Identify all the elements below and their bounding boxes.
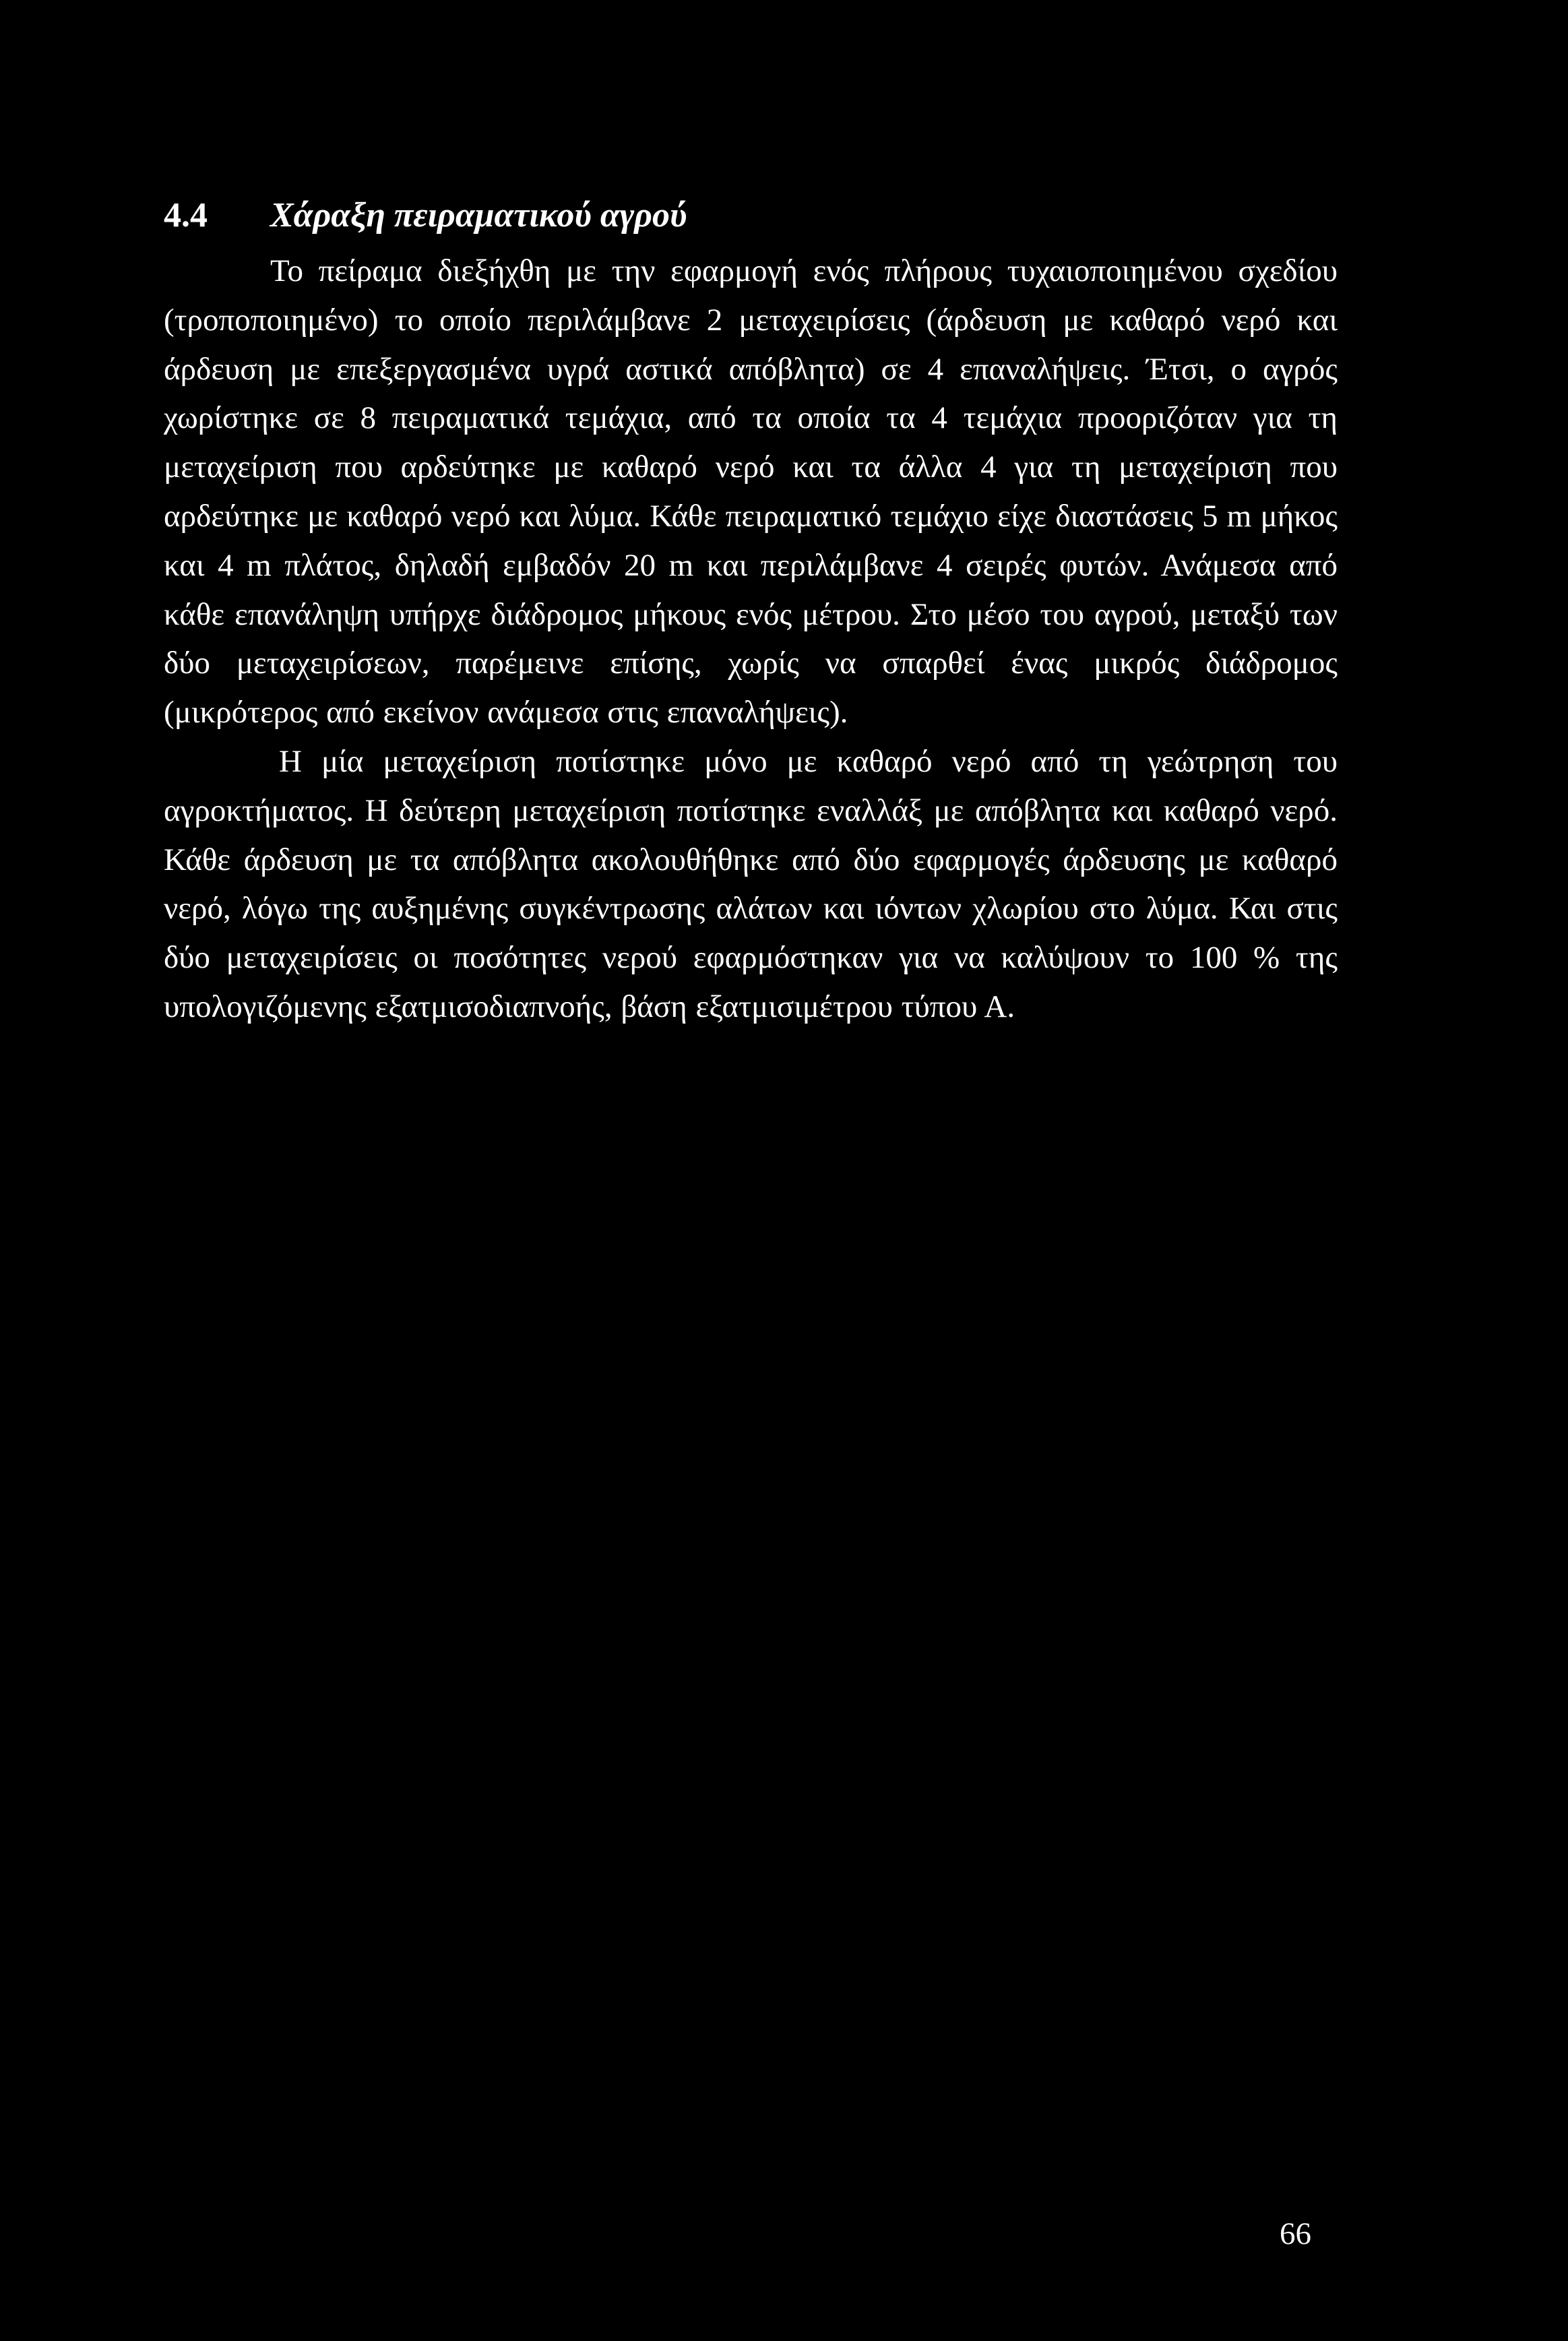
paragraph-irrigation-treatments: Η μία μεταχείριση ποτίστηκε μόνο με καθαρό νερό από τη γεώτρηση του αγροκτήματος. Η δεύτερη μεταχείριση ποτίστηκε εναλλάξ με απόβλητα και καθαρό νερό. Κάθε άρδευση με τα απόβλητα ακολουθήθηκε από δύο εφαρμογές άρδευσης με καθαρό νερό, λόγω της αυξημένης συγκέντρωσης αλάτων και ιόντων χλωρίου στο λύμα. Και στις δύο μεταχειρίσεις οι ποσότητες νερού εφαρμόστηκαν για να καλύψουν το 100 % της υπολογιζόμενης εξατμισοδιαπνοής, βάση εξατμισιμέτρου τύπου Α. <box>164 743 1338 1024</box>
page-content <box>164 194 1338 1032</box>
section-heading <box>164 194 1338 237</box>
section-title: Χάραξη πειραματικού αγρού <box>270 196 687 235</box>
section-number: 4.4 <box>164 196 208 235</box>
paragraph-experimental-design: Το πείραμα διεξήχθη με την εφαρμογή ενός πλήρους τυχαιοποιημένου σχεδίου (τροποποιημένο) το οποίο περιλάμβανε 2 μεταχειρίσεις (άρδευση με καθαρό νερό και άρδευση με επεξεργασμένα υγρά αστικά απόβλητα) σε 4 επαναλήψεις. Έτσι, ο αγρός χωρίστηκε σε 8 πειραματικά τεμάχια, από τα οποία τα 4 τεμάχια προοριζόταν για τη μεταχείριση που αρδεύτηκε με καθαρό νερό και τα άλλα 4 για τη μεταχείριση που αρδεύτηκε με καθαρό νερό και λύμα. Κάθε πειραματικό τεμάχιο είχε διαστάσεις 5 m μήκος και 4 m πλάτος, δηλαδή εμβαδόν 20 m και περιλάμβανε 4 σειρές φυτών. Ανάμεσα από κάθε επανάληψη υπήρχε διάδρομος μήκους ενός μέτρου. Στο μέσο του αγρού, μεταξύ των δύο μεταχειρίσεων, παρέμεινε επίσης, χωρίς να σπαρθεί ένας μικρός διάδρομος (μικρότερος από εκείνον ανάμεσα στις επαναλήψεις). <box>164 253 1338 730</box>
page-number: 66 <box>1280 2216 1311 2251</box>
